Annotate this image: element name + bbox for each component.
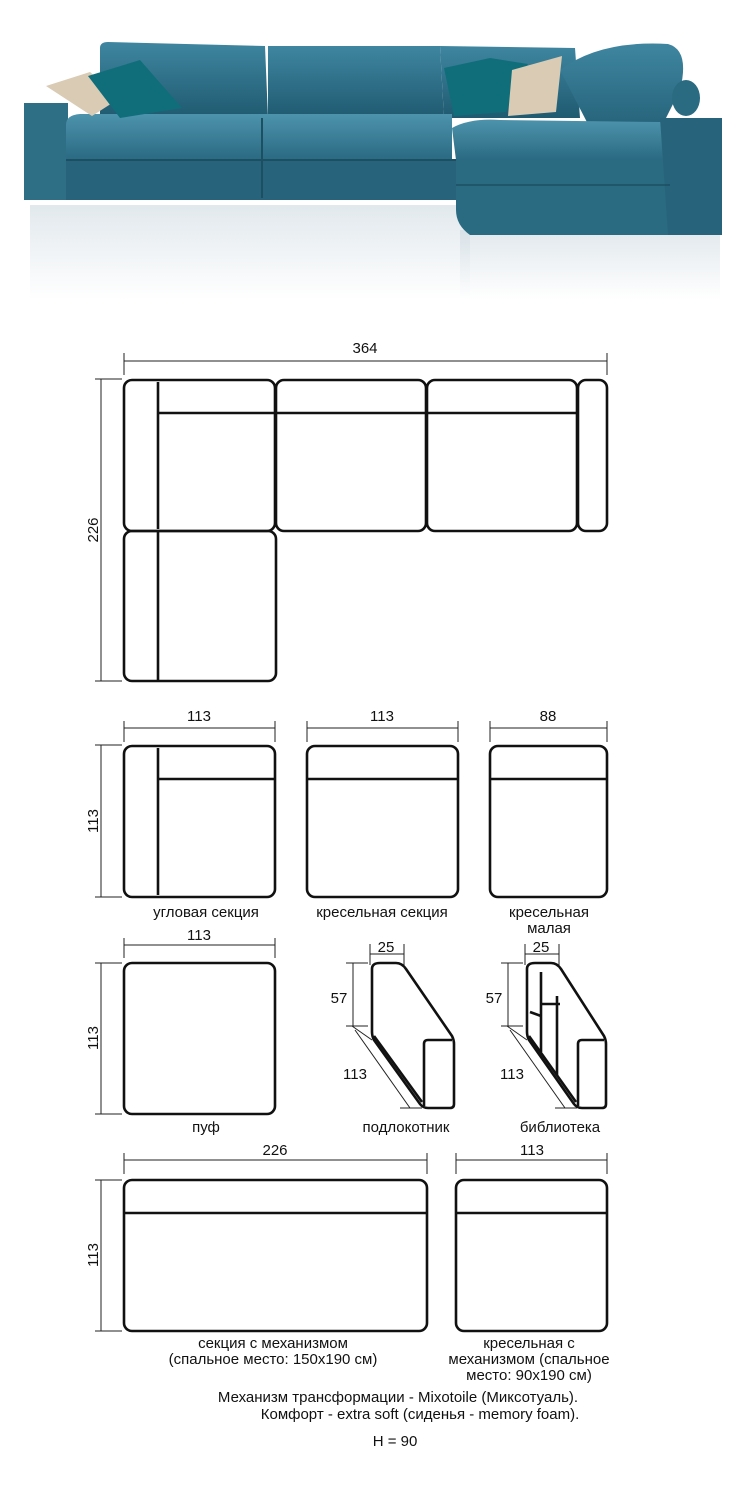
chaise-cushion	[452, 120, 669, 160]
seat-cushion	[262, 114, 452, 160]
pouf	[85, 927, 275, 1136]
overall-plan	[85, 340, 607, 681]
pouf-label: пуф	[192, 1119, 220, 1136]
small-chair-label-1: кресельная	[509, 904, 589, 921]
chair-width-label: 113	[370, 708, 394, 725]
notes	[218, 1389, 579, 1450]
armrest-length-label: 113	[343, 1066, 367, 1083]
bolster-pillow	[672, 80, 700, 116]
note-height: H = 90	[372, 1433, 418, 1450]
mechanism-section-depth-label: 113	[85, 1243, 102, 1267]
overall-width-label: 364	[352, 340, 378, 357]
bookcase	[486, 939, 606, 1136]
corner-depth-label: 113	[85, 809, 102, 833]
armrest-label: подлокотник	[362, 1119, 450, 1136]
small-chair-section	[490, 708, 607, 937]
armrest-width-label: 25	[377, 939, 395, 956]
corner-section	[85, 708, 275, 921]
armrest	[331, 939, 454, 1136]
chair-section-label: кресельная секция	[316, 904, 448, 921]
bookcase-height-label: 57	[485, 990, 503, 1007]
mechanism-section	[85, 1142, 427, 1368]
mechanism-chair-label-2: механизмом (спальное	[448, 1351, 610, 1368]
right-armrest	[660, 118, 722, 235]
small-chair-width-label: 88	[539, 708, 557, 725]
seat-cushion	[66, 114, 262, 160]
dimension-drawing	[0, 305, 742, 1501]
corner-section-label: угловая секция	[153, 904, 259, 921]
mechanism-chair-label-3: место: 90х190 см)	[466, 1367, 592, 1384]
chaise-base	[456, 160, 670, 235]
left-armrest	[24, 103, 68, 200]
armrest-height-label: 57	[330, 990, 348, 1007]
floor-reflection	[30, 205, 470, 300]
mechanism-section-width-label: 226	[262, 1142, 288, 1159]
note-mechanism: Механизм трансформации - Mixotoile (Миксотуаль).	[217, 1389, 579, 1406]
chair-section	[307, 708, 458, 921]
mechanism-section-label-1: секция с механизмом	[198, 1335, 348, 1352]
corner-width-label: 113	[187, 708, 211, 725]
pouf-width-label: 113	[187, 927, 211, 944]
overall-depth-label: 226	[85, 517, 102, 543]
mechanism-chair	[448, 1142, 609, 1384]
pouf-depth-label: 113	[85, 1026, 102, 1050]
sofa-photo	[0, 0, 742, 305]
bookcase-width-label: 25	[532, 939, 550, 956]
mechanism-section-label-2: (спальное место: 150х190 см)	[168, 1351, 378, 1368]
bookcase-length-label: 113	[500, 1066, 524, 1083]
bookcase-label: библиотека	[519, 1119, 601, 1136]
small-chair-label-2: малая	[527, 920, 571, 937]
back-cushion	[268, 46, 444, 118]
mechanism-chair-label-1: кресельная с	[483, 1335, 575, 1352]
mechanism-chair-width-label: 113	[520, 1142, 544, 1159]
note-comfort: Комфорт - extra soft (сиденья - memory foam).	[260, 1406, 580, 1423]
